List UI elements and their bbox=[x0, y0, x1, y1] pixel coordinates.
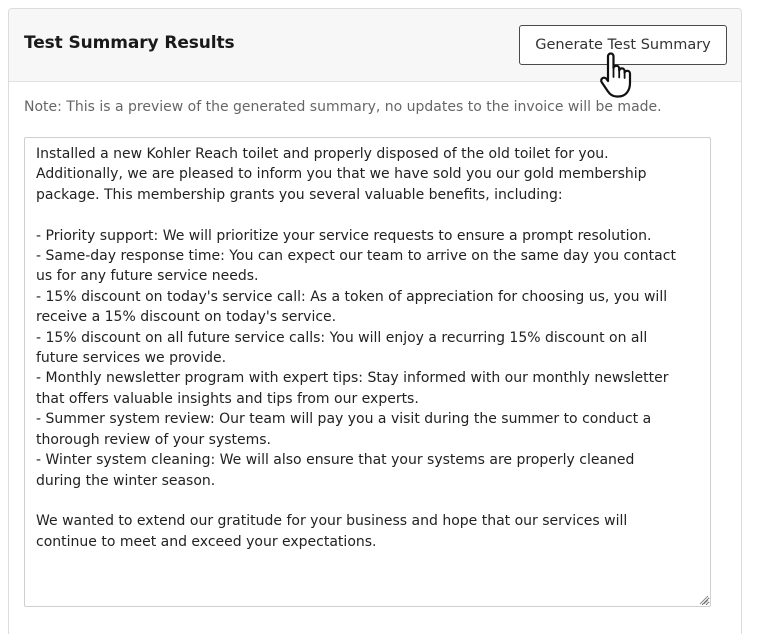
resize-grip-icon[interactable] bbox=[698, 594, 709, 605]
hand-pointer-icon bbox=[597, 52, 637, 100]
card-title: Test Summary Results bbox=[24, 33, 235, 53]
summary-textarea[interactable] bbox=[24, 137, 711, 607]
generate-test-summary-button[interactable]: Generate Test Summary bbox=[519, 25, 727, 65]
preview-note: Note: This is a preview of the generated summary, no updates to the invoice will be made. bbox=[24, 99, 662, 115]
